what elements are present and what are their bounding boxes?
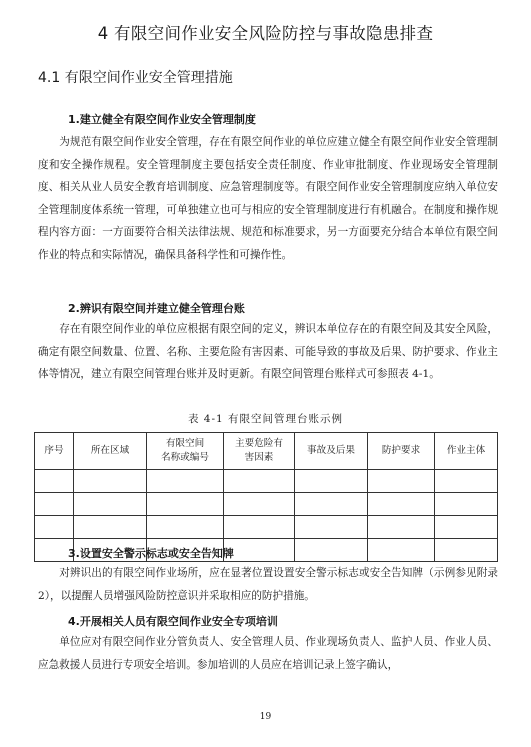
ledger-cell <box>35 493 74 516</box>
header-cell-protection <box>368 433 435 470</box>
ledger-cell <box>368 493 435 516</box>
header-text: 序号 <box>44 445 64 456</box>
ledger-cell <box>147 493 224 516</box>
ledger-cell <box>224 539 295 562</box>
ledger-cell <box>368 539 435 562</box>
ledger-cell <box>224 516 295 539</box>
item-2-heading: 2.辨识有限空间并建立健全管理台账 <box>68 302 245 315</box>
ledger-cell <box>74 470 147 493</box>
header-cell-space-name <box>147 433 224 470</box>
page-number: 19 <box>259 712 272 722</box>
ledger-cell <box>147 516 224 539</box>
item-3-body: 对辨识出的有限空间作业场所，应在显著位置设置安全警示标志或安全告知牌（示例参见附录 2），以提醒人员增强风险防控意识并采取相应的防护措施。 <box>38 567 498 602</box>
header-cell-index <box>35 433 74 470</box>
item-1-body: 为规范有限空间作业安全管理，存在有限空间作业的单位应建立健全有限空间作业安全管理制度和安全操作规程。安全管理制度主要包括安全责任制度、作业审批制度、作业现场安全管理制度、相关从业人员安全教育培训制度、应急管理制度等。有限空间作业安全管理制度应纳入单位安全管理制度体系统一管理，可单独建立也可与相应的安全管理制度进行有机融合。在制度和操作规程内容方面：一方面要符合相关法律法规、规范和标准要求，另一方面要充分结合本单位有限空间作业的特点和实际情况，确保具备科学性和可操作性。 <box>38 136 498 261</box>
ledger-cell <box>435 493 498 516</box>
header-text: 所在区域 <box>90 445 130 456</box>
chapter-title: 4 有限空间作业安全风险防控与事故隐患排查 <box>97 24 434 43</box>
table-caption: 表 4-1 有限空间管理台账示例 <box>187 413 344 425</box>
item-1-heading: 1.建立健全有限空间作业安全管理制度 <box>68 113 256 126</box>
header-text: 作业主体 <box>446 445 486 456</box>
ledger-row <box>35 470 498 493</box>
header-text: 有限空间 名称或编号 <box>161 438 209 463</box>
header-cell-area <box>74 433 147 470</box>
ledger-cell <box>295 470 368 493</box>
ledger-cell <box>224 470 295 493</box>
ledger-cell <box>368 470 435 493</box>
ledger-cell <box>35 470 74 493</box>
ledger-cell <box>435 470 498 493</box>
header-text: 主要危险有 害因素 <box>235 438 283 463</box>
ledger-table <box>34 432 498 562</box>
ledger-cell <box>147 470 224 493</box>
ledger-cell <box>368 516 435 539</box>
header-text: 防护要求 <box>381 445 421 456</box>
ledger-header-row <box>35 433 498 470</box>
ledger-cell <box>74 516 147 539</box>
header-cell-hazards <box>224 433 295 470</box>
ledger-cell <box>435 539 498 562</box>
item-3-heading: 3.设置安全警示标志或安全告知牌 <box>68 547 234 560</box>
ledger-cell <box>295 493 368 516</box>
ledger-cell <box>35 516 74 539</box>
ledger-cell <box>224 493 295 516</box>
item-4-body: 单位应对有限空间作业分管负责人、安全管理人员、作业现场负责人、监护人员、作业人员、应急救援人员进行专项安全培训。参加培训的人员应在培训记录上签字确认， <box>38 636 498 671</box>
section-title: 4.1 有限空间作业安全管理措施 <box>38 70 233 86</box>
header-cell-operator <box>435 433 498 470</box>
ledger-row <box>35 516 498 539</box>
ledger-cell <box>295 516 368 539</box>
ledger-cell <box>295 539 368 562</box>
item-4-heading: 4.开展相关人员有限空间作业安全专项培训 <box>68 615 278 628</box>
item-2-body: 存在有限空间作业的单位应根据有限空间的定义，辨识本单位存在的有限空间及其安全风险，确定有限空间数量、位置、名称、主要危险有害因素、可能导致的事故及后果、防护要求、作业主体等情况，建立有限空间管理台账并及时更新。有限空间管理台账样式可参照表 4-1。 <box>38 323 498 380</box>
ledger-cell <box>74 493 147 516</box>
ledger-cell <box>435 516 498 539</box>
header-cell-consequences <box>295 433 368 470</box>
ledger-row <box>35 493 498 516</box>
header-text: 事故及后果 <box>307 445 355 456</box>
